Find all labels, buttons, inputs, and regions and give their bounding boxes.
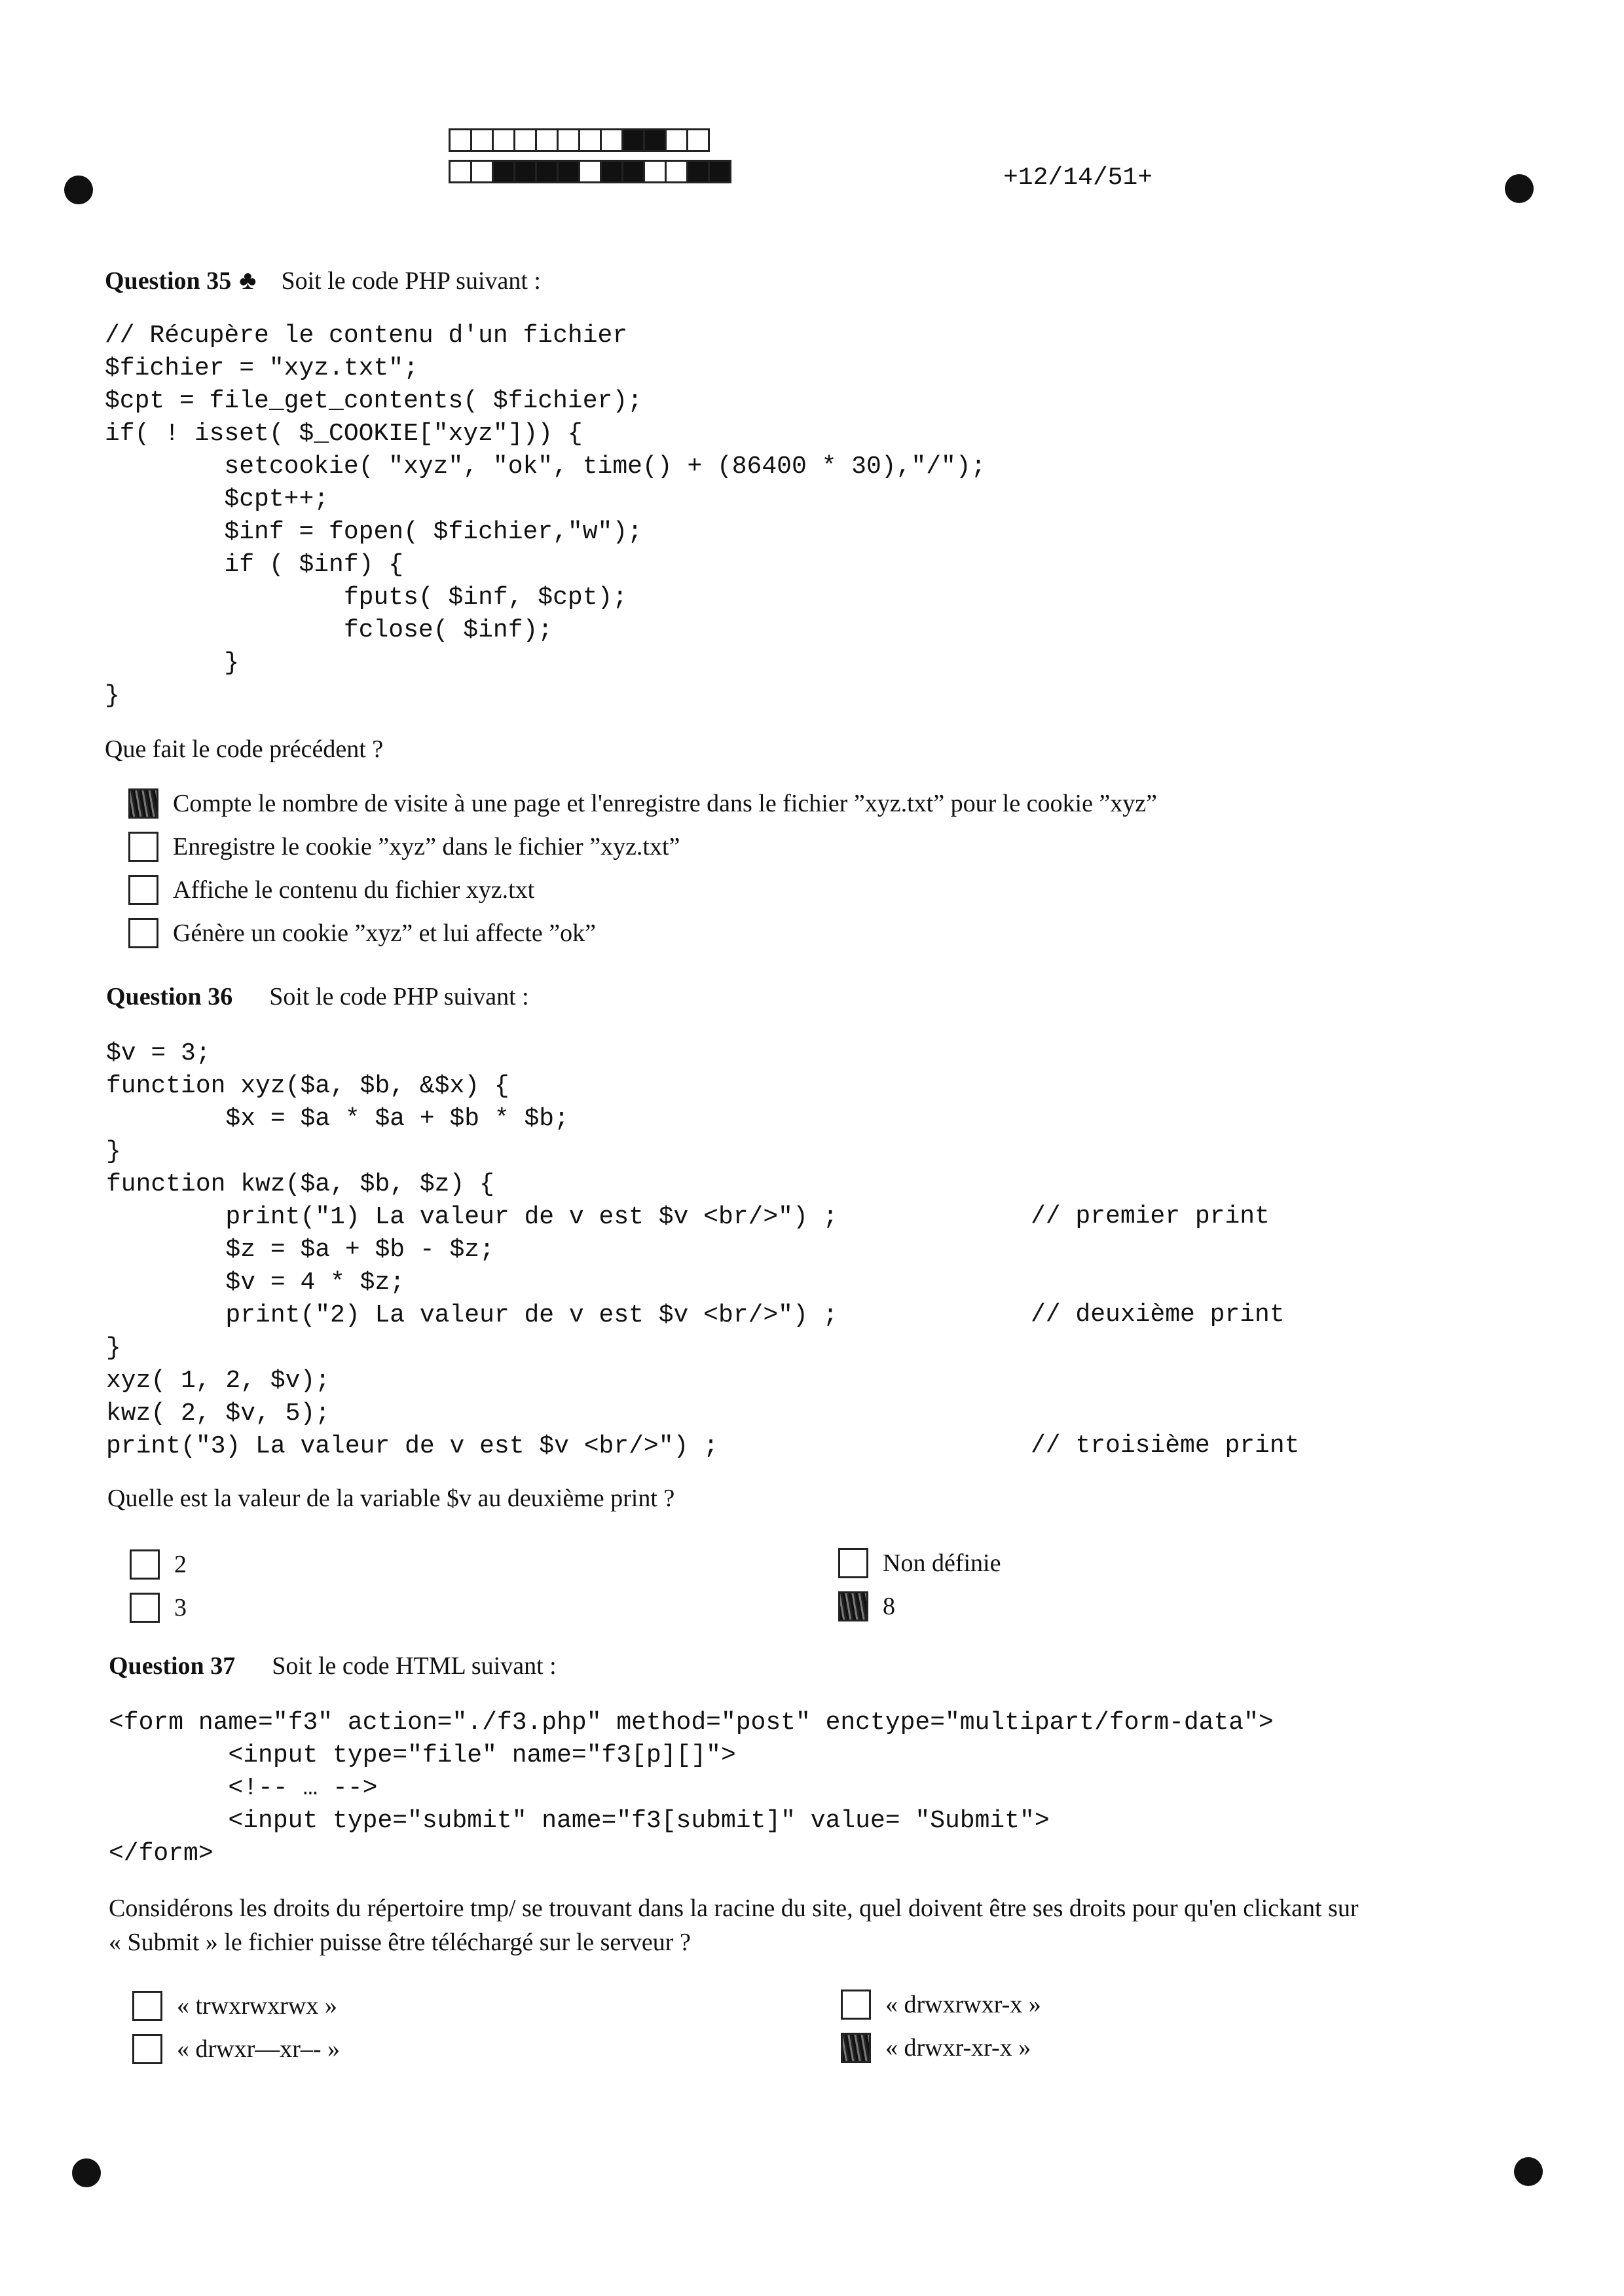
question-intro: Soit le code HTML suivant : bbox=[272, 1652, 557, 1680]
barcode-cell-empty bbox=[665, 128, 688, 152]
answer-label: 8 bbox=[883, 1593, 895, 1620]
checkbox-checked[interactable] bbox=[841, 2033, 871, 2063]
q36-answer-3[interactable] bbox=[838, 1548, 1001, 1578]
checkbox[interactable] bbox=[128, 832, 158, 862]
question-35-header bbox=[105, 265, 541, 295]
question-36-header bbox=[106, 982, 529, 1011]
question-title: Question 35 bbox=[105, 267, 232, 295]
q35-answer-3[interactable] bbox=[128, 875, 534, 905]
q36-comment-3: // troisième print bbox=[1031, 1432, 1300, 1460]
barcode-cell-filled bbox=[492, 160, 515, 183]
q35-code-block: // Récupère le contenu d'un fichier $fichier = "xyz.txt"; $cpt = file_get_contents( $fichier); if( ! isset( $_COOKIE["xyz"])) { setcookie( "xyz", "ok", time() + (86400 * 30),"/"); $cpt++; $inf = fopen( $fichier,"w"); if ( $inf) { fputs( $inf, $cpt); fclose( $inf); } } bbox=[105, 322, 986, 710]
answer-label: Génère un cookie ”xyz” et lui affecte ”ok” bbox=[173, 919, 596, 947]
q37-answer-1[interactable] bbox=[132, 1991, 337, 2021]
checkbox-checked[interactable] bbox=[838, 1591, 868, 1621]
q37-answer-3[interactable] bbox=[841, 1990, 1041, 2020]
registration-mark-bottom-left bbox=[72, 2158, 101, 2187]
checkbox[interactable] bbox=[132, 2034, 162, 2064]
q35-prompt: Que fait le code précédent ? bbox=[105, 735, 384, 763]
barcode-cell-filled bbox=[708, 160, 731, 183]
answer-label: « trwxrwxrwx » bbox=[177, 1992, 337, 2020]
barcode-cell-filled bbox=[621, 128, 645, 152]
checkbox[interactable] bbox=[838, 1548, 868, 1578]
answer-label: « drwxrwxr-x » bbox=[885, 1991, 1041, 2018]
answer-label: Affiche le contenu du fichier xyz.txt bbox=[173, 876, 535, 904]
question-intro: Soit le code PHP suivant : bbox=[269, 983, 529, 1010]
q35-answer-2[interactable] bbox=[128, 832, 680, 862]
barcode-cell-filled bbox=[621, 160, 645, 183]
checkbox[interactable] bbox=[128, 875, 158, 905]
question-intro: Soit le code PHP suivant : bbox=[281, 267, 541, 295]
checkbox[interactable] bbox=[132, 1991, 162, 2021]
q36-comment-2: // deuxième print bbox=[1031, 1301, 1285, 1329]
checkbox[interactable] bbox=[130, 1593, 160, 1623]
answer-label: 2 bbox=[174, 1551, 187, 1578]
page-barcode-row-2 bbox=[451, 160, 731, 183]
barcode-cell-empty bbox=[470, 128, 494, 152]
club-icon: ♣ bbox=[239, 265, 257, 295]
barcode-cell-empty bbox=[535, 128, 559, 152]
barcode-cell-filled bbox=[513, 160, 537, 183]
answer-label: Compte le nombre de visite à une page et l'enregistre dans le fichier ”xyz.txt” pour le cookie ”xyz” bbox=[173, 790, 1158, 817]
barcode-cell-filled bbox=[557, 160, 580, 183]
question-37-header bbox=[109, 1652, 557, 1680]
barcode-cell-filled bbox=[686, 160, 710, 183]
answer-label: « drwxr-xr-x » bbox=[885, 2034, 1031, 2062]
page-id: +12/14/51+ bbox=[1003, 164, 1153, 192]
q35-answer-4[interactable] bbox=[128, 918, 596, 948]
q37-prompt-line-1: Considérons les droits du répertoire tmp/ se trouvant dans la racine du site, quel doivent être ses droits pour qu'en clickant sur bbox=[109, 1895, 1359, 1922]
q36-answer-2[interactable] bbox=[130, 1593, 187, 1623]
q36-prompt: Quelle est la valeur de la variable $v au deuxième print ? bbox=[107, 1485, 675, 1512]
registration-mark-top-left bbox=[64, 176, 93, 204]
checkbox[interactable] bbox=[130, 1549, 160, 1580]
barcode-cell-filled bbox=[600, 160, 623, 183]
checkbox[interactable] bbox=[841, 1990, 871, 2020]
barcode-cell-empty bbox=[643, 160, 667, 183]
barcode-cell-filled bbox=[643, 128, 667, 152]
question-title: Question 37 bbox=[109, 1652, 236, 1680]
barcode-cell-empty bbox=[470, 160, 494, 183]
answer-label: Enregistre le cookie ”xyz” dans le fichier ”xyz.txt” bbox=[173, 833, 680, 861]
barcode-cell-empty bbox=[578, 128, 602, 152]
barcode-cell-empty bbox=[557, 128, 580, 152]
registration-mark-top-right bbox=[1505, 174, 1534, 203]
barcode-cell-empty bbox=[600, 128, 623, 152]
barcode-cell-empty bbox=[449, 128, 472, 152]
q36-code-block: $v = 3; function xyz($a, $b, &$x) { $x = $a * $a + $b * $b; } function kwz($a, $b, $z) { print("1) La valeur de v est $v <br/>") ; $z = $a + $b - $z; $v = 4 * $z; print("2) La valeur de v est $v <br/>") ; } xyz( 1, 2, $v); kwz( 2, $v, 5); print("3) La valeur de v est $v <br/>") ; bbox=[106, 1039, 838, 1460]
answer-label: 3 bbox=[174, 1594, 187, 1621]
answer-label: Non définie bbox=[883, 1549, 1001, 1577]
answer-label: « drwxr—xr–- » bbox=[177, 2035, 341, 2063]
barcode-cell-filled bbox=[535, 160, 559, 183]
barcode-cell-empty bbox=[449, 160, 472, 183]
q37-answer-2[interactable] bbox=[132, 2034, 340, 2064]
q37-answer-4[interactable] bbox=[841, 2033, 1031, 2063]
q35-answer-1[interactable] bbox=[128, 788, 1157, 819]
question-title: Question 36 bbox=[106, 983, 233, 1010]
q37-prompt-line-2: « Submit » le fichier puisse être téléchargé sur le serveur ? bbox=[109, 1929, 691, 1956]
barcode-cell-empty bbox=[665, 160, 688, 183]
barcode-cell-empty bbox=[578, 160, 602, 183]
q37-code-block: <form name="f3" action="./f3.php" method="post" enctype="multipart/form-data"> <input type="file" name="f3[p][]"> <!-- … --> <input type="submit" name="f3[submit]" value= "Submit"> </form> bbox=[109, 1709, 1274, 1868]
q36-comment-1: // premier print bbox=[1031, 1202, 1270, 1231]
barcode-cell-empty bbox=[513, 128, 537, 152]
checkbox[interactable] bbox=[128, 918, 158, 948]
checkbox-checked[interactable] bbox=[128, 788, 158, 819]
page-barcode-row-1 bbox=[451, 128, 710, 152]
q36-answer-1[interactable] bbox=[130, 1549, 187, 1580]
barcode-cell-empty bbox=[686, 128, 710, 152]
q36-answer-4[interactable] bbox=[838, 1591, 895, 1621]
barcode-cell-empty bbox=[492, 128, 515, 152]
registration-mark-bottom-right bbox=[1514, 2157, 1543, 2186]
